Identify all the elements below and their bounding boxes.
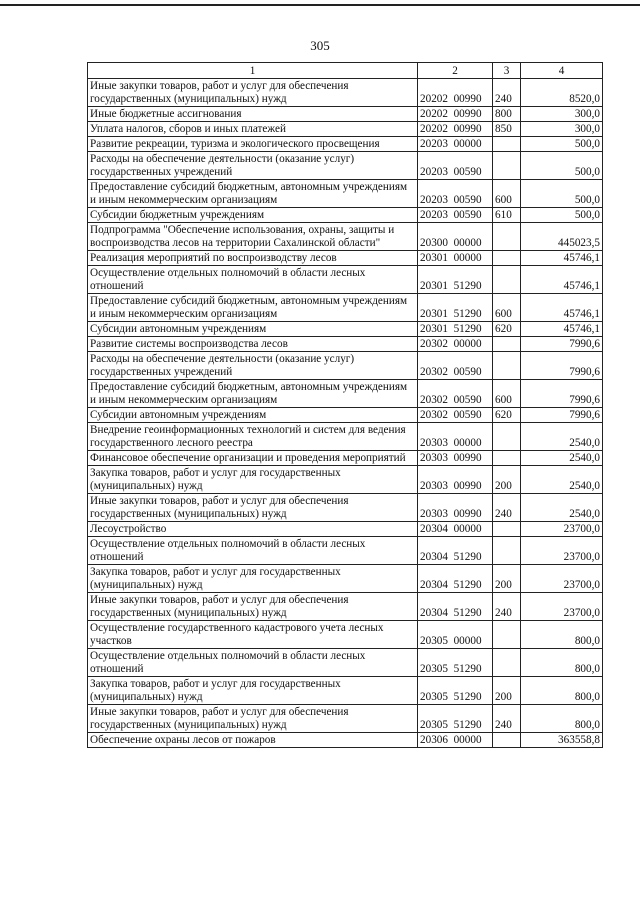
table-row — [88, 152, 603, 180]
row-amount-cell: 23700,0 — [521, 522, 603, 537]
row-amount-cell: 2540,0 — [521, 494, 603, 522]
row-amount-cell: 800,0 — [521, 677, 603, 705]
table-row — [88, 494, 603, 522]
row-code-cell: 20304 51290 — [418, 537, 493, 565]
row-code-cell: 20301 51290 — [418, 294, 493, 322]
row-expense-type-cell: 600 — [493, 380, 521, 408]
row-name-cell: Расходы на обеспечение деятельности (оказание услуг) государственных учреждений — [88, 152, 418, 180]
row-expense-type-cell: 800 — [493, 107, 521, 122]
row-expense-type-cell — [493, 352, 521, 380]
row-amount-cell: 45746,1 — [521, 251, 603, 266]
table-row — [88, 294, 603, 322]
table-row — [88, 107, 603, 122]
table-row — [88, 337, 603, 352]
row-code-cell: 20202 00990 — [418, 122, 493, 137]
row-amount-cell: 2540,0 — [521, 423, 603, 451]
row-name-cell: Закупка товаров, работ и услуг для государственных (муниципальных) нужд — [88, 565, 418, 593]
row-amount-cell: 8520,0 — [521, 79, 603, 107]
table-row — [88, 537, 603, 565]
row-amount-cell: 500,0 — [521, 152, 603, 180]
table-row — [88, 180, 603, 208]
row-code-cell: 20302 00590 — [418, 408, 493, 423]
row-expense-type-cell: 240 — [493, 79, 521, 107]
row-expense-type-cell — [493, 423, 521, 451]
row-name-cell: Обеспечение охраны лесов от пожаров — [88, 733, 418, 748]
table-row — [88, 649, 603, 677]
row-expense-type-cell — [493, 621, 521, 649]
page-number: 305 — [310, 38, 330, 53]
row-code-cell: 20302 00000 — [418, 337, 493, 352]
column-header: 3 — [493, 63, 521, 79]
table-row — [88, 593, 603, 621]
row-name-cell: Осуществление отдельных полномочий в области лесных отношений — [88, 537, 418, 565]
row-name-cell: Реализация мероприятий по воспроизводству лесов — [88, 251, 418, 266]
row-code-cell: 20202 00990 — [418, 79, 493, 107]
row-name-cell: Осуществление отдельных полномочий в области лесных отношений — [88, 649, 418, 677]
table-row — [88, 522, 603, 537]
table-row — [88, 122, 603, 137]
column-header: 1 — [88, 63, 418, 79]
row-name-cell: Субсидии автономным учреждениям — [88, 322, 418, 337]
row-code-cell: 20302 00590 — [418, 352, 493, 380]
row-name-cell: Развитие системы воспроизводства лесов — [88, 337, 418, 352]
table-body — [88, 79, 603, 748]
row-expense-type-cell — [493, 337, 521, 352]
table-row — [88, 251, 603, 266]
row-expense-type-cell: 600 — [493, 294, 521, 322]
table-row — [88, 223, 603, 251]
row-name-cell: Субсидии автономным учреждениям — [88, 408, 418, 423]
row-amount-cell: 45746,1 — [521, 266, 603, 294]
row-amount-cell: 45746,1 — [521, 322, 603, 337]
row-code-cell: 20305 51290 — [418, 649, 493, 677]
row-amount-cell: 800,0 — [521, 649, 603, 677]
row-name-cell: Внедрение геоинформационных технологий и систем для ведения государственного лесного реестра — [88, 423, 418, 451]
row-amount-cell: 500,0 — [521, 208, 603, 223]
row-name-cell: Иные бюджетные ассигнования — [88, 107, 418, 122]
row-name-cell: Предоставление субсидий бюджетным, автономным учреждениям и иным некоммерческим организациям — [88, 294, 418, 322]
row-code-cell: 20302 00590 — [418, 380, 493, 408]
row-name-cell: Осуществление государственного кадастрового учета лесных участков — [88, 621, 418, 649]
row-amount-cell: 7990,6 — [521, 352, 603, 380]
row-name-cell: Субсидии бюджетным учреждениям — [88, 208, 418, 223]
table-row — [88, 451, 603, 466]
table-row — [88, 423, 603, 451]
row-amount-cell: 800,0 — [521, 705, 603, 733]
row-expense-type-cell: 610 — [493, 208, 521, 223]
row-code-cell: 20303 00990 — [418, 466, 493, 494]
row-code-cell: 20304 00000 — [418, 522, 493, 537]
row-code-cell: 20306 00000 — [418, 733, 493, 748]
table-row — [88, 79, 603, 107]
row-code-cell: 20203 00590 — [418, 152, 493, 180]
table-row — [88, 266, 603, 294]
row-code-cell: 20203 00590 — [418, 180, 493, 208]
row-expense-type-cell — [493, 266, 521, 294]
table-row — [88, 466, 603, 494]
row-code-cell: 20304 51290 — [418, 565, 493, 593]
row-amount-cell: 23700,0 — [521, 593, 603, 621]
row-name-cell: Предоставление субсидий бюджетным, автономным учреждениям и иным некоммерческим организациям — [88, 180, 418, 208]
table-row — [88, 352, 603, 380]
row-expense-type-cell — [493, 223, 521, 251]
row-code-cell: 20300 00000 — [418, 223, 493, 251]
row-name-cell: Развитие рекреации, туризма и экологического просвещения — [88, 137, 418, 152]
row-name-cell: Лесоустройство — [88, 522, 418, 537]
row-name-cell: Закупка товаров, работ и услуг для государственных (муниципальных) нужд — [88, 677, 418, 705]
row-expense-type-cell: 200 — [493, 677, 521, 705]
table-header-row — [88, 63, 603, 79]
row-code-cell: 20305 51290 — [418, 705, 493, 733]
row-expense-type-cell: 200 — [493, 466, 521, 494]
table-row — [88, 408, 603, 423]
row-expense-type-cell — [493, 522, 521, 537]
row-expense-type-cell — [493, 733, 521, 748]
row-amount-cell: 45746,1 — [521, 294, 603, 322]
table-row — [88, 137, 603, 152]
row-expense-type-cell — [493, 451, 521, 466]
row-amount-cell: 300,0 — [521, 122, 603, 137]
table-row — [88, 380, 603, 408]
row-amount-cell: 7990,6 — [521, 337, 603, 352]
row-name-cell: Подпрограмма "Обеспечение использования, охраны, защиты и воспроизводства лесов на территории Сахалинской области" — [88, 223, 418, 251]
row-name-cell: Финансовое обеспечение организации и проведения мероприятий — [88, 451, 418, 466]
column-header: 4 — [521, 63, 603, 79]
row-amount-cell: 23700,0 — [521, 537, 603, 565]
budget-table — [87, 62, 603, 748]
row-expense-type-cell: 600 — [493, 180, 521, 208]
row-amount-cell: 2540,0 — [521, 451, 603, 466]
row-code-cell: 20203 00590 — [418, 208, 493, 223]
row-code-cell: 20202 00990 — [418, 107, 493, 122]
row-code-cell: 20301 51290 — [418, 322, 493, 337]
row-code-cell: 20305 51290 — [418, 677, 493, 705]
row-amount-cell: 445023,5 — [521, 223, 603, 251]
row-expense-type-cell: 200 — [493, 565, 521, 593]
row-expense-type-cell: 620 — [493, 322, 521, 337]
row-amount-cell: 500,0 — [521, 180, 603, 208]
row-amount-cell: 500,0 — [521, 137, 603, 152]
row-amount-cell: 800,0 — [521, 621, 603, 649]
table-row — [88, 677, 603, 705]
table-row — [88, 208, 603, 223]
row-name-cell: Расходы на обеспечение деятельности (оказание услуг) государственных учреждений — [88, 352, 418, 380]
row-name-cell: Уплата налогов, сборов и иных платежей — [88, 122, 418, 137]
row-amount-cell: 363558,8 — [521, 733, 603, 748]
row-code-cell: 20304 51290 — [418, 593, 493, 621]
row-name-cell: Иные закупки товаров, работ и услуг для обеспечения государственных (муниципальных) нужд — [88, 705, 418, 733]
row-expense-type-cell: 240 — [493, 593, 521, 621]
row-code-cell: 20301 00000 — [418, 251, 493, 266]
table-row — [88, 705, 603, 733]
row-name-cell: Иные закупки товаров, работ и услуг для обеспечения государственных (муниципальных) нужд — [88, 494, 418, 522]
row-amount-cell: 7990,6 — [521, 408, 603, 423]
row-expense-type-cell — [493, 152, 521, 180]
row-amount-cell: 2540,0 — [521, 466, 603, 494]
top-rule — [0, 4, 640, 6]
row-expense-type-cell — [493, 537, 521, 565]
row-expense-type-cell — [493, 649, 521, 677]
table-row — [88, 565, 603, 593]
row-expense-type-cell — [493, 137, 521, 152]
table-row — [88, 621, 603, 649]
row-code-cell: 20303 00990 — [418, 494, 493, 522]
row-code-cell: 20305 00000 — [418, 621, 493, 649]
row-name-cell: Иные закупки товаров, работ и услуг для обеспечения государственных (муниципальных) нужд — [88, 593, 418, 621]
table-row — [88, 733, 603, 748]
row-code-cell: 20303 00000 — [418, 423, 493, 451]
row-code-cell: 20303 00990 — [418, 451, 493, 466]
row-amount-cell: 300,0 — [521, 107, 603, 122]
row-code-cell: 20203 00000 — [418, 137, 493, 152]
row-name-cell: Закупка товаров, работ и услуг для государственных (муниципальных) нужд — [88, 466, 418, 494]
table-row — [88, 322, 603, 337]
row-expense-type-cell: 240 — [493, 494, 521, 522]
row-expense-type-cell: 850 — [493, 122, 521, 137]
row-expense-type-cell: 620 — [493, 408, 521, 423]
row-name-cell: Предоставление субсидий бюджетным, автономным учреждениям и иным некоммерческим организациям — [88, 380, 418, 408]
row-expense-type-cell — [493, 251, 521, 266]
row-expense-type-cell: 240 — [493, 705, 521, 733]
row-amount-cell: 23700,0 — [521, 565, 603, 593]
row-name-cell: Осуществление отдельных полномочий в области лесных отношений — [88, 266, 418, 294]
column-header: 2 — [418, 63, 493, 79]
row-name-cell: Иные закупки товаров, работ и услуг для обеспечения государственных (муниципальных) нужд — [88, 79, 418, 107]
row-amount-cell: 7990,6 — [521, 380, 603, 408]
row-code-cell: 20301 51290 — [418, 266, 493, 294]
